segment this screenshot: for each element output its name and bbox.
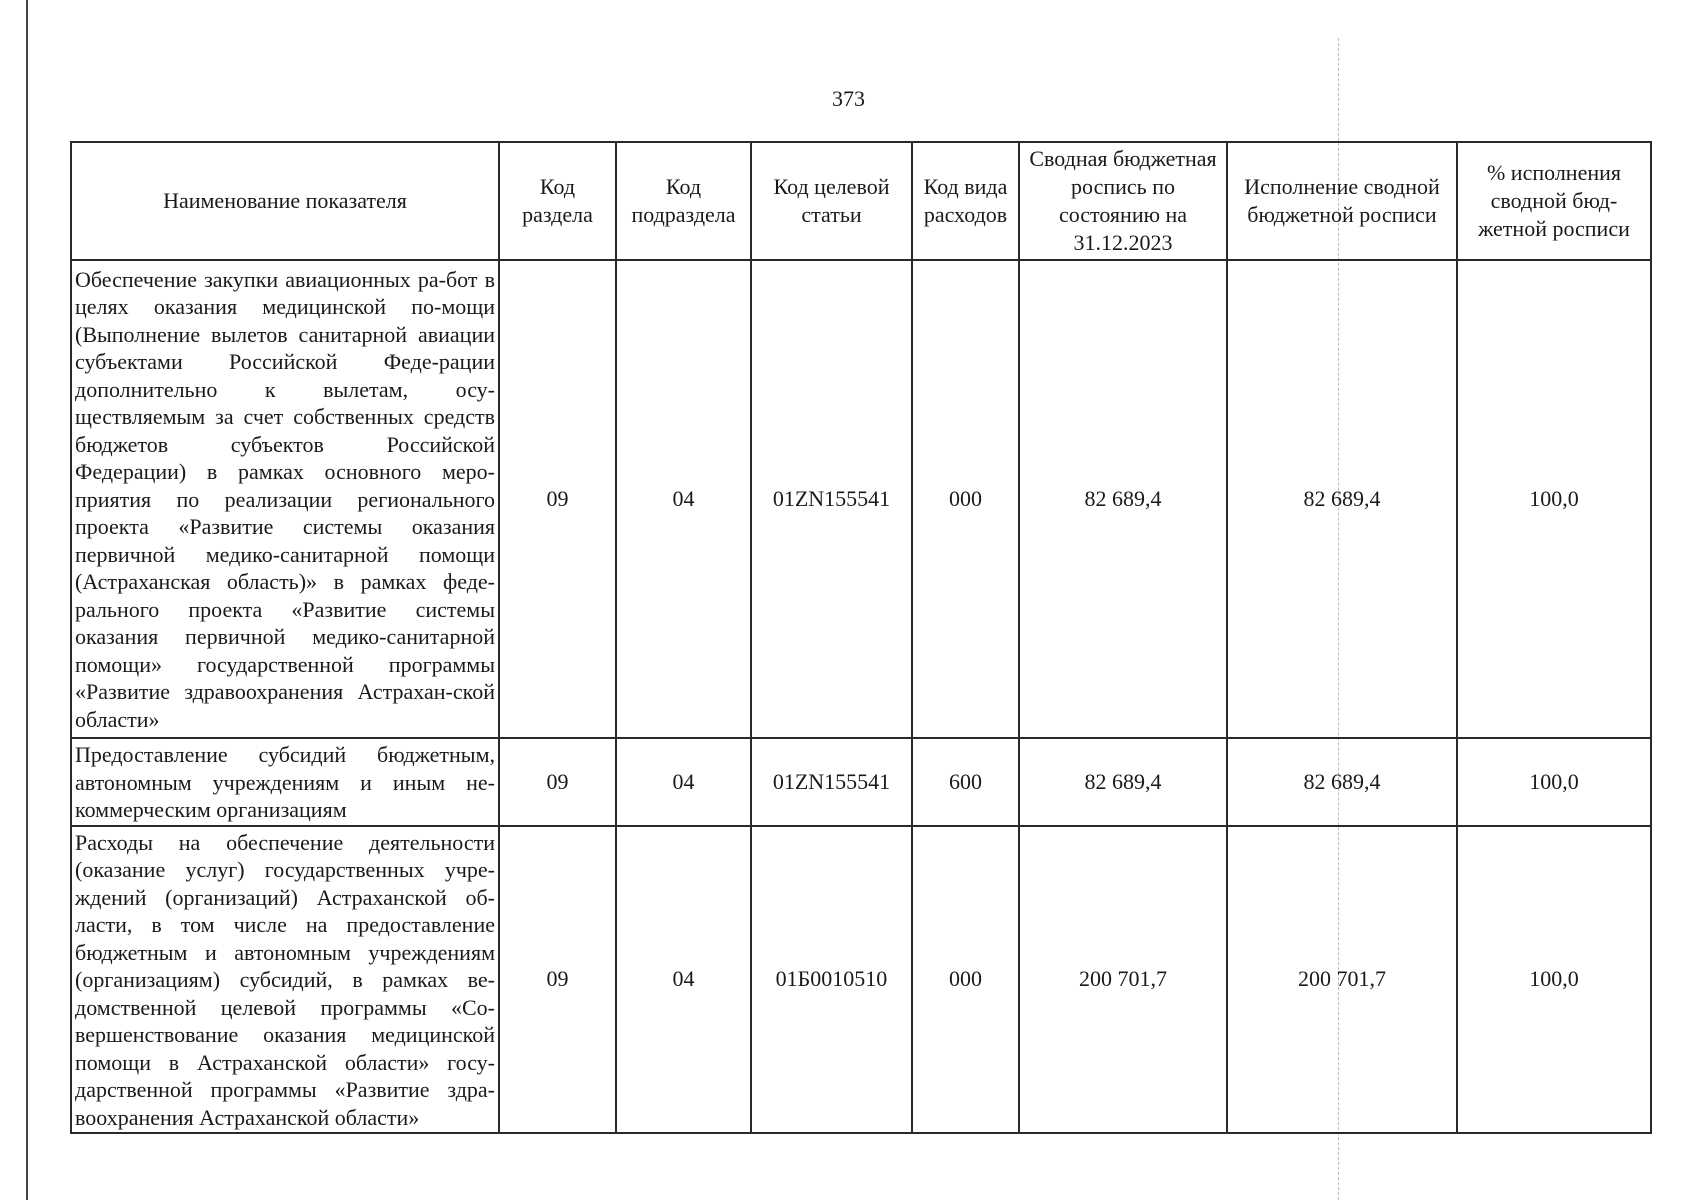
header-planned-amount: Сводная бюджетная роспись по состоянию на 31.12.2023: [1019, 142, 1227, 260]
row-name: Обеспечение закупки авиационных ра-бот в целях оказания медицинской по-мощи (Выполнение вылетов санитарной авиации субъектами Российской Феде-рации дополнительно к вылетам, осу-ществляемым за счет собственных средств бюджетов субъектов Российской Федерации) в рамках основного меро-приятия по реализации регионального проекта «Развитие системы оказания первичной медико-санитарной помощи (Астраханская область)» в рамках феде-рального проекта «Развитие системы оказания первичной медико-санитарной помощи» государственной программы «Развитие здравоохранения Астрахан-ской области»: [71, 260, 499, 738]
row-expense-type: 600: [912, 738, 1019, 826]
row-subsection: 04: [616, 738, 751, 826]
row-target-code: 01Б0010510: [751, 826, 912, 1134]
row-name: Расходы на обеспечение деятельности (оказание услуг) государственных учре-ждений (организаций) Астраханской об-ласти, в том числе на предоставление бюджетным и автономным учреждениям (организациям) субсидий, в рамках ве-домственной целевой программы «Со-вершенствование оказания медицинской помощи в Астраханской области» госу-дарственной программы «Развитие здра-воохранения Астраханской области»: [71, 826, 499, 1134]
table-header-row: [71, 142, 1651, 260]
row-planned: 200 701,7: [1019, 826, 1227, 1134]
row-percent: 100,0: [1457, 738, 1651, 826]
row-planned: 82 689,4: [1019, 260, 1227, 738]
header-target-code: Код целевой статьи: [751, 142, 912, 260]
row-section: 09: [499, 260, 616, 738]
row-expense-type: 000: [912, 826, 1019, 1134]
table-row: [71, 738, 1651, 826]
row-executed: 82 689,4: [1227, 738, 1457, 826]
scan-edge-left: [26, 0, 28, 1200]
table-row: [71, 826, 1651, 1134]
row-subsection: 04: [616, 260, 751, 738]
row-subsection: 04: [616, 826, 751, 1134]
row-target-code: 01ZN155541: [751, 260, 912, 738]
row-planned: 82 689,4: [1019, 738, 1227, 826]
row-section: 09: [499, 826, 616, 1134]
table-row: [71, 260, 1651, 738]
row-executed: 82 689,4: [1227, 260, 1457, 738]
header-execution-percent: % исполнения сводной бюд-жетной росписи: [1457, 142, 1651, 260]
header-subsection-code: Код подраздела: [616, 142, 751, 260]
row-expense-type: 000: [912, 260, 1019, 738]
page-number: 373: [832, 86, 865, 111]
row-percent: 100,0: [1457, 260, 1651, 738]
row-target-code: 01ZN155541: [751, 738, 912, 826]
budget-table: [70, 141, 1652, 1134]
header-name: Наименование показателя: [71, 142, 499, 260]
header-expense-type-code: Код вида расходов: [912, 142, 1019, 260]
row-executed: 200 701,7: [1227, 826, 1457, 1134]
header-section-code: Код раздела: [499, 142, 616, 260]
row-percent: 100,0: [1457, 826, 1651, 1134]
row-name: Предоставление субсидий бюджетным, автономным учреждениям и иным не-коммерческим организациям: [71, 738, 499, 826]
row-section: 09: [499, 738, 616, 826]
header-executed-amount: Исполнение сводной бюджетной росписи: [1227, 142, 1457, 260]
